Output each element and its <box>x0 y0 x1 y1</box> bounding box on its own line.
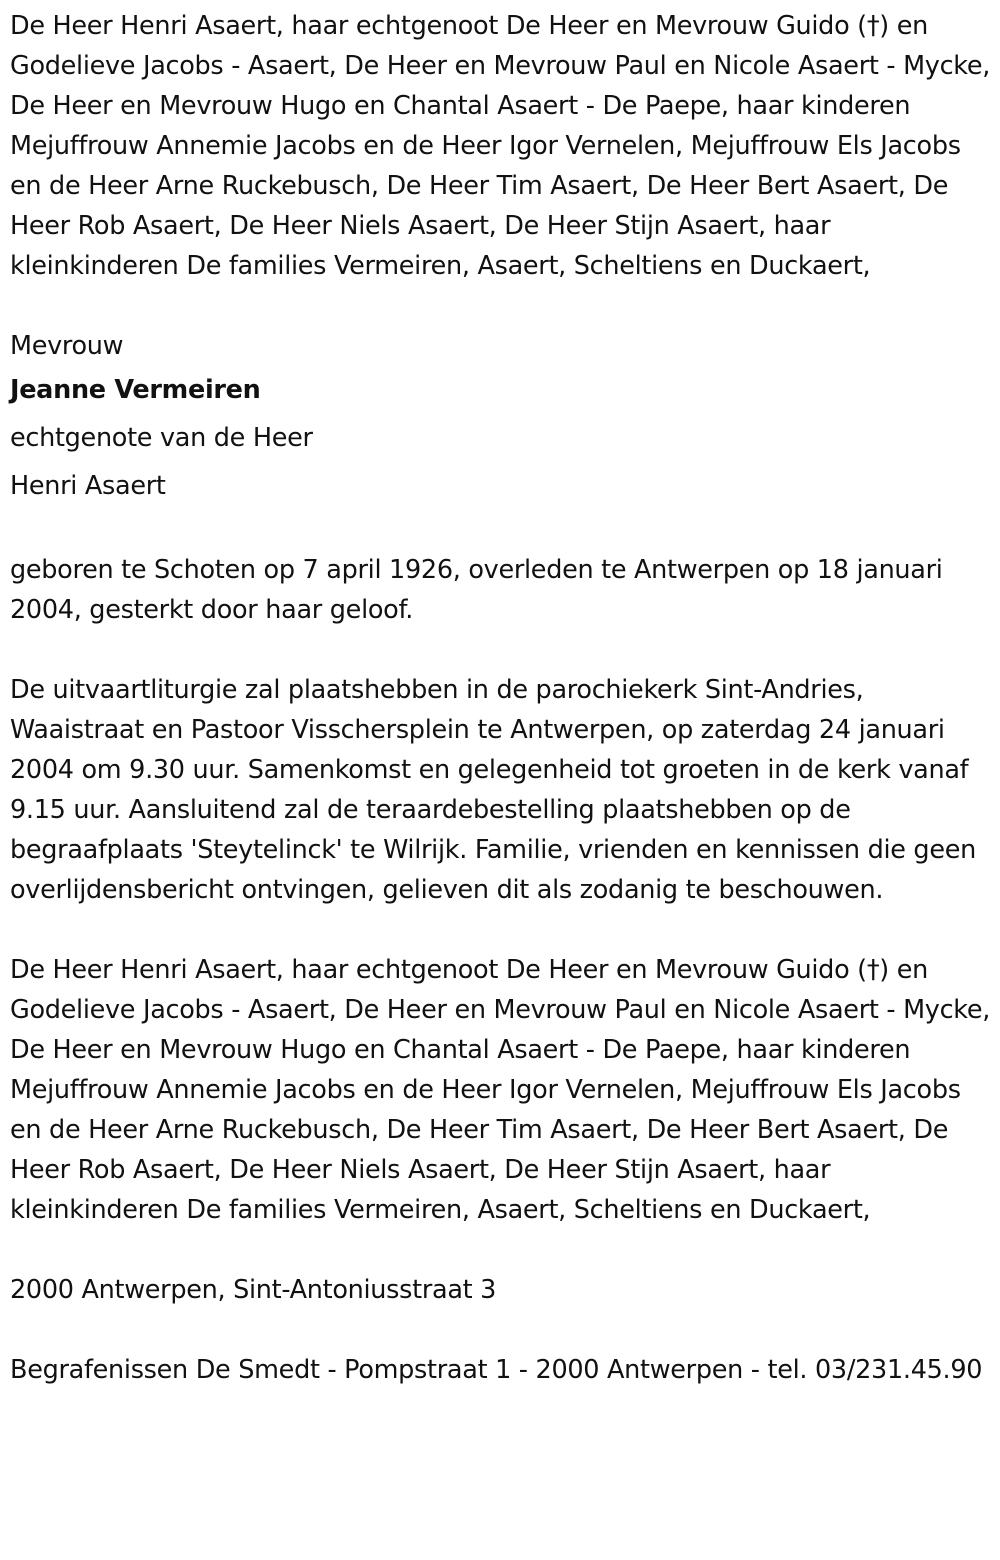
spacer <box>10 910 992 950</box>
obituary-notice <box>10 6 992 1390</box>
birth-death-info: geboren te Schoten op 7 april 1926, overleden te Antwerpen op 18 januari 2004, gesterkt door haar geloof. <box>10 555 943 625</box>
address: 2000 Antwerpen, Sint-Antoniusstraat 3 <box>10 1275 497 1305</box>
family-list-repeat: De Heer Henri Asaert, haar echtgenoot De Heer en Mevrouw Guido (†) en Godelieve Jacobs - Asaert, De Heer en Mevrouw Paul en Nicole Asaert - Mycke, De Heer en Mevrouw Hugo en Chantal Asaert - De Paepe, haar kinderen Mejuffrouw Annemie Jacobs en de Heer Igor Vernelen, Mejuffrouw Els Jacobs en de Heer Arne Ruckebusch, De Heer Tim Asaert, De Heer Bert Asaert, De Heer Rob Asaert, De Heer Niels Asaert, De Heer Stijn Asaert, haar kleinkinderen De families Vermeiren, Asaert, Scheltiens en Duckaert, <box>10 955 991 1225</box>
spacer <box>10 630 992 670</box>
spacer <box>10 1310 992 1350</box>
ceremony-info: De uitvaartliturgie zal plaatshebben in de parochiekerk Sint-Andries, Waaistraat en Pastoor Visschersplein te Antwerpen, op zaterdag 24 januari 2004 om 9.30 uur. Samenkomst en gelegenheid tot groeten in de kerk vanaf 9.15 uur. Aansluitend zal de teraardebestelling plaatshebben op de begraafplaats 'Steytelinck' te Wilrijk. Familie, vrienden en kennissen die geen overlijdensbericht ontvingen, gelieven dit als zodanig te beschouwen. <box>10 675 976 905</box>
family-announcement: De Heer Henri Asaert, haar echtgenoot De Heer en Mevrouw Guido (†) en Godelieve Jacobs - Asaert, De Heer en Mevrouw Paul en Nicole Asaert - Mycke, De Heer en Mevrouw Hugo en Chantal Asaert - De Paepe, haar kinderen Mejuffrouw Annemie Jacobs en de Heer Igor Vernelen, Mejuffrouw Els Jacobs en de Heer Arne Ruckebusch, De Heer Tim Asaert, De Heer Bert Asaert, De Heer Rob Asaert, De Heer Niels Asaert, De Heer Stijn Asaert, haar kleinkinderen De families Vermeiren, Asaert, Scheltiens en Duckaert, <box>10 11 991 281</box>
spacer <box>10 1230 992 1270</box>
salutation: Mevrouw <box>10 331 124 361</box>
deceased-name: Jeanne Vermeiren <box>10 375 261 405</box>
relation-line: echtgenote van de Heer <box>10 423 313 453</box>
spacer <box>10 510 992 550</box>
spouse-name: Henri Asaert <box>10 471 166 501</box>
funeral-home-contact: Begrafenissen De Smedt - Pompstraat 1 - 2000 Antwerpen - tel. 03/231.45.90 <box>10 1355 983 1385</box>
spacer <box>10 286 992 326</box>
